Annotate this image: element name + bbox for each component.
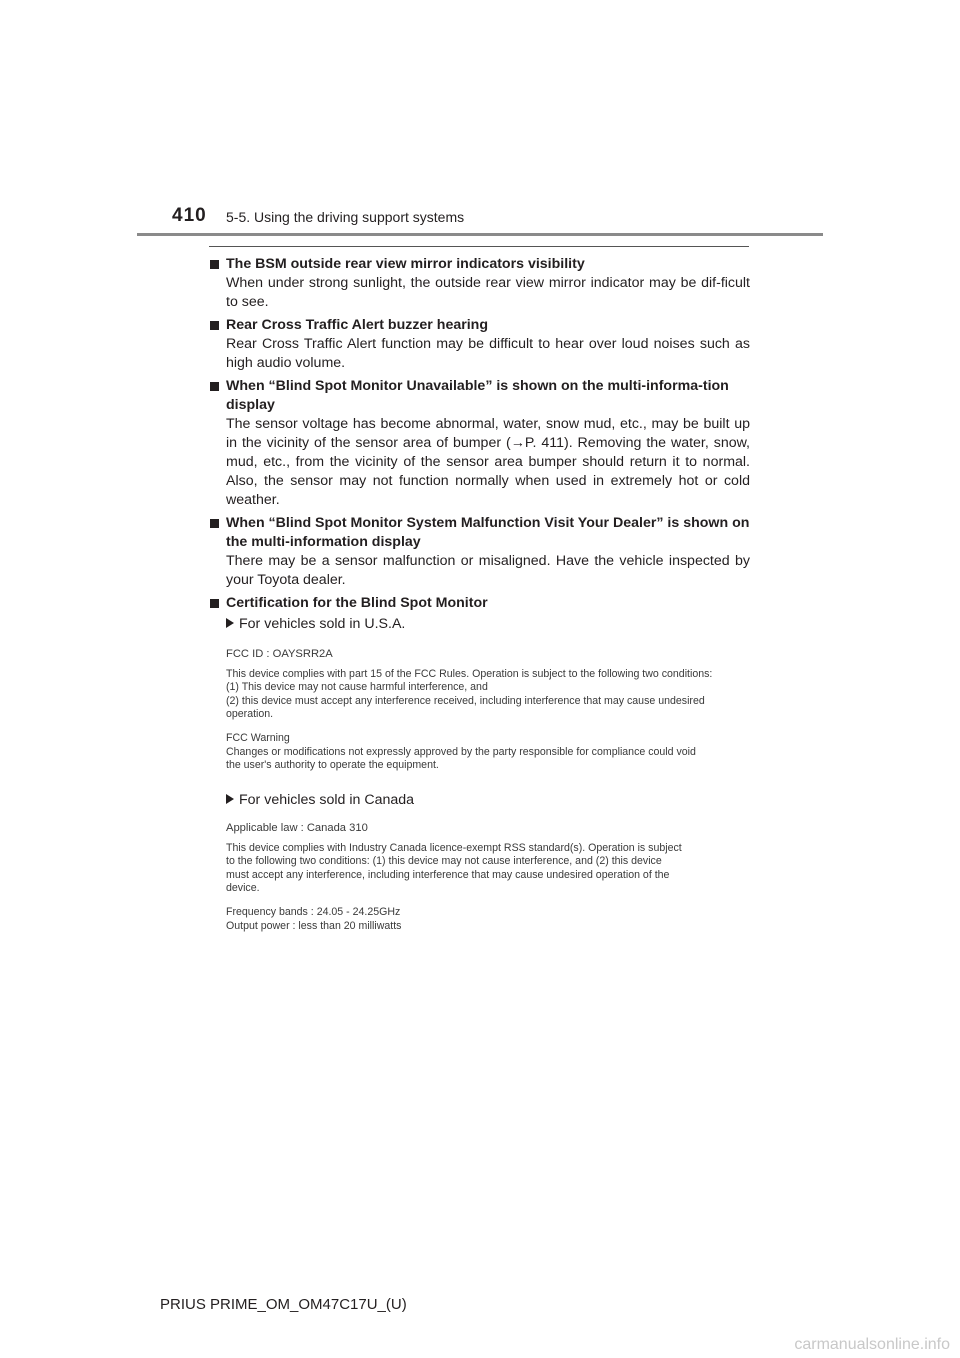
item-body: When under strong sunlight, the outside rear view mirror indicator may be dif-ficult to see. <box>226 275 750 310</box>
square-bullet-icon <box>210 321 219 330</box>
section-title: 5-5. Using the driving support systems <box>226 209 465 225</box>
square-bullet-icon <box>210 519 219 528</box>
item-heading: The BSM outside rear view mirror indicators visibility <box>226 256 585 272</box>
item-heading: Rear Cross Traffic Alert buzzer hearing <box>226 317 489 333</box>
section-bsm-malfunction <box>210 514 750 590</box>
section-bsm-unavailable <box>210 377 750 510</box>
fcc-id: FCC ID : OAYSRR2A <box>226 648 333 660</box>
square-bullet-icon <box>210 260 219 269</box>
triangle-bullet-icon <box>226 618 234 628</box>
item-heading: When “Blind Spot Monitor Unavailable” is shown on the multi-informa-tion display <box>226 378 729 413</box>
section-rcta-buzzer <box>210 316 750 373</box>
item-body: Rear Cross Traffic Alert function may be difficult to hear over loud noises such as high audio volume. <box>226 336 750 371</box>
item-heading: When “Blind Spot Monitor System Malfunction Visit Your Dealer” is shown on the multi-information display <box>226 515 750 550</box>
page-number: 410 <box>172 205 207 226</box>
main-content <box>210 255 750 638</box>
page-header <box>0 0 960 240</box>
watermark: carmanualsonline.info <box>794 1336 950 1353</box>
item-body: The sensor voltage has become abnormal, water, snow mud, etc., may be built up in the vicinity of the sensor area of bumper (→P. 411). Removing the water, snow, mud, etc., from the vicinity of the sensor area bumper should return it to normal. Also, the sensor may not function normally when used in extremely hot or cold weather. <box>226 416 750 508</box>
square-bullet-icon <box>210 382 219 391</box>
fcc-warning-line: Changes or modifications not expressly approved by the party responsible for compliance could void <box>226 745 696 758</box>
content-divider <box>209 246 749 247</box>
section-bsm-visibility <box>210 255 750 312</box>
square-bullet-icon <box>210 599 219 608</box>
fcc-line: (2) this device must accept any interference received, including interference that may cause undesired <box>226 694 705 707</box>
fcc-warning-line: the user's authority to operate the equipment. <box>226 759 439 772</box>
canada-line: device. <box>226 882 260 895</box>
item-body: There may be a sensor malfunction or misaligned. Have the vehicle inspected by your Toyota dealer. <box>226 553 750 588</box>
document-id: PRIUS PRIME_OM_OM47C17U_(U) <box>160 1296 407 1313</box>
canada-label-image <box>226 822 682 933</box>
fcc-line: This device complies with part 15 of the FCC Rules. Operation is subject to the following two conditions: <box>226 667 713 680</box>
canada-line: This device complies with Industry Canada licence-exempt RSS standard(s). Operation is subject <box>226 841 682 854</box>
canada-line: to the following two conditions: (1) this device may not cause interference, and (2) this device <box>226 855 662 868</box>
triangle-bullet-icon <box>226 794 234 804</box>
canada-frequency: Frequency bands : 24.05 - 24.25GHz <box>226 905 401 918</box>
fcc-warning-title: FCC Warning <box>226 731 290 744</box>
canada-line: must accept any interference, including interference that may cause undesired operation of the <box>226 868 670 881</box>
fcc-line: (1) This device may not cause harmful interference, and <box>226 681 488 694</box>
canada-power: Output power : less than 20 milliwatts <box>226 919 402 932</box>
usa-subheading: For vehicles sold in U.S.A. <box>210 615 750 634</box>
header-divider <box>137 233 823 236</box>
canada-subheading: For vehicles sold in Canada <box>210 792 414 808</box>
canada-law: Applicable law : Canada 310 <box>226 822 368 834</box>
fcc-line: operation. <box>226 708 274 721</box>
fcc-label-image <box>226 648 712 773</box>
section-certification <box>210 594 750 634</box>
item-heading: Certification for the Blind Spot Monitor <box>226 595 488 611</box>
